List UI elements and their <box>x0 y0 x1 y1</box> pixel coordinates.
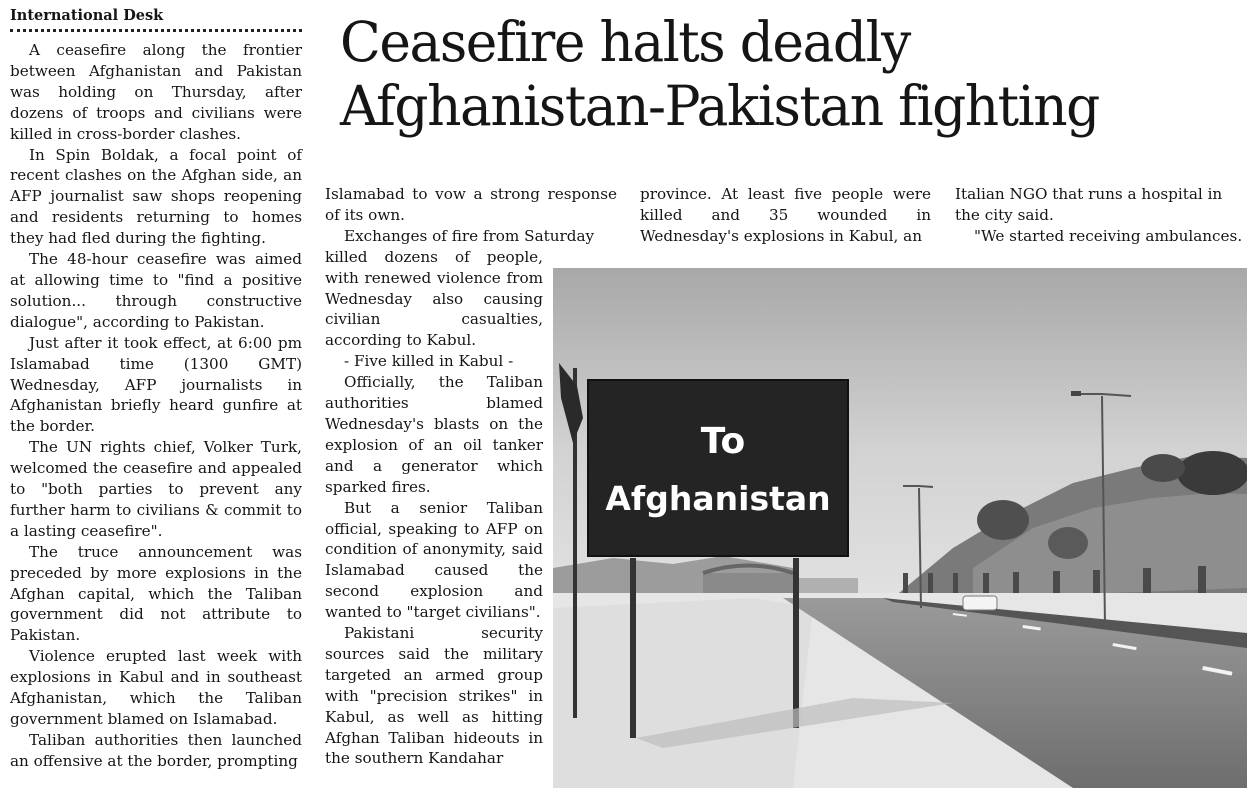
sign-post <box>793 558 799 728</box>
paragraph: The 48-hour ceasefire was aimed at allowing time to "find a positive solution... through constructive dialogue", according to Pakistan. <box>10 250 302 331</box>
subheading: - Five killed in Kabul - <box>344 352 514 371</box>
paragraph: Violence erupted last week with explosions in Kabul and in southeast Afghanistan, which the Taliban government blamed on Islamabad. <box>10 647 302 728</box>
article-column-1 <box>10 40 302 772</box>
article-column-3 <box>640 184 931 247</box>
paragraph: The UN rights chief, Volker Turk, welcomed the ceasefire and appealed to "both parties to prevent any further harm to civilians & commit to a lasting ceasefire". <box>10 438 302 540</box>
paragraph: "We started receiving ambulances. <box>974 226 1243 245</box>
section-label: International Desk <box>10 6 302 32</box>
news-photo <box>553 268 1247 788</box>
paragraph: The truce announcement was preceded by more explosions in the Afghan capital, which the Taliban government did not attribute to Pakistan. <box>10 542 302 645</box>
paragraph: Pakistani security sources said the military targeted an armed group with "precision strikes" in Kabul, as well as hitting Afghan Taliban hideouts in the southern Kandahar <box>325 624 543 768</box>
tree <box>1177 451 1247 495</box>
paragraph: Exchanges of fire from Saturday <box>344 226 595 245</box>
paragraph: A ceasefire along the frontier between Afghanistan and Pakistan was holding on Thursday, after dozens of troops and civilians were killed in cross-border clashes. <box>10 41 302 143</box>
road-sign <box>588 380 848 556</box>
paragraph: killed dozens of people, with renewed violence from Wednesday also causing civilian casualties, according to Kabul. <box>325 247 543 350</box>
paragraph: In Spin Boldak, a focal point of recent clashes on the Afghan side, an AFP journalist saw shops reopening and residents returning to homes they had fled during the fighting. <box>10 145 302 248</box>
paragraph: province. At least five people were killed and 35 wounded in Wednesday's explosions in Kabul, an <box>640 185 931 245</box>
headline: Ceasefire halts deadly Afghanistan-Pakistan fighting <box>340 10 1099 138</box>
paragraph: Italian NGO that runs a hospital in the city said. <box>955 185 1223 224</box>
paragraph: Islamabad to vow a strong response of its own. <box>325 185 617 224</box>
article-column-4 <box>955 184 1246 247</box>
sign-text-line1: To <box>700 421 746 462</box>
car <box>963 596 997 610</box>
sign-post <box>630 558 636 738</box>
paragraph: Just after it took effect, at 6:00 pm Islamabad time (1300 GMT) Wednesday, AFP journalists in Afghanistan briefly heard gunfire at the border. <box>10 333 302 436</box>
paragraph: But a senior Taliban official, speaking to AFP on condition of anonymity, said Islamabad caused the second explosion and wanted to "target civilians". <box>325 498 543 622</box>
paragraph: Officially, the Taliban authorities blamed Wednesday's blasts on the explosion of an oil tanker and a generator which sparked fires. <box>325 373 543 496</box>
paragraph: Taliban authorities then launched an offensive at the border, prompting <box>10 730 302 770</box>
sign-text-line2: Afghanistan <box>605 479 831 518</box>
